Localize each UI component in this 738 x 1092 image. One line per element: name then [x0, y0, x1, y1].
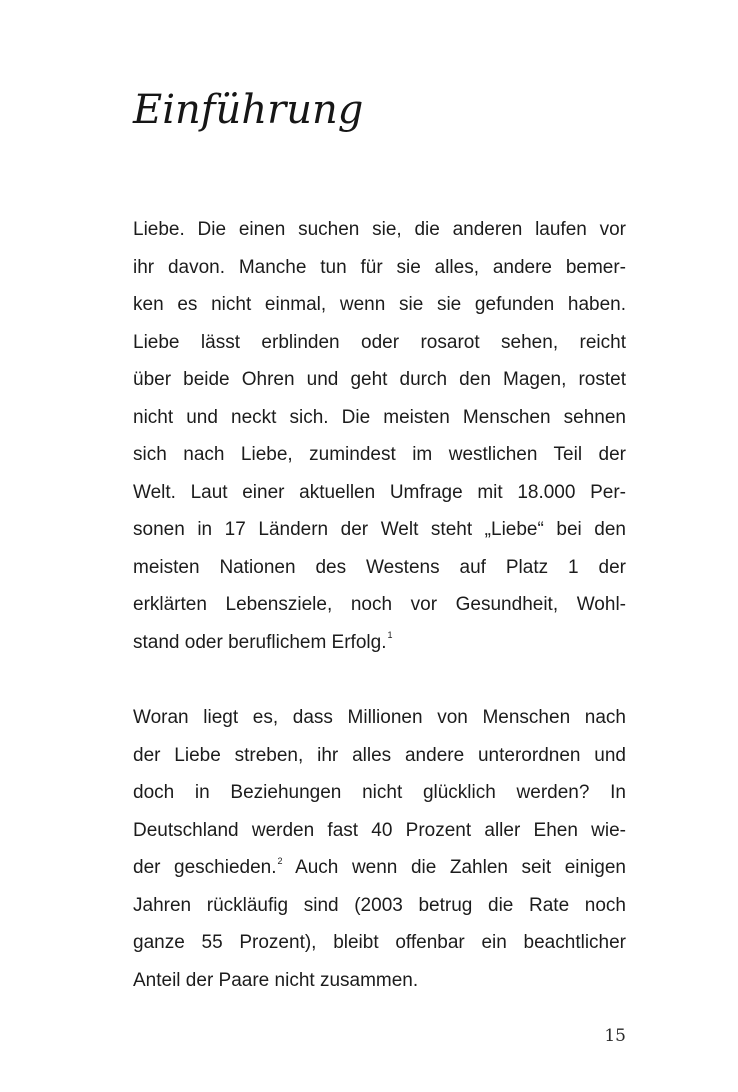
text-line: doch in Beziehungen nicht glücklich werden? In: [133, 782, 626, 803]
text-line-content: stand oder beruflichem Erfolg.: [133, 631, 387, 653]
text-line-continuation: Auch wenn die Zahlen seit einigen: [282, 857, 626, 878]
text-line: sich nach Liebe, zumindest im westlichen Teil der: [133, 444, 626, 465]
text-line: Welt. Laut einer aktuellen Umfrage mit 18.000 Per-: [133, 481, 626, 503]
page-number: 15: [604, 1026, 626, 1046]
text-line: [133, 624, 626, 662]
text-line: ihr davon. Manche tun für sie alles, andere bemer-: [133, 256, 626, 278]
text-line: erklärten Lebensziele, noch vor Gesundheit, Wohl-: [133, 594, 626, 615]
text-line: Woran liegt es, dass Millionen von Menschen nach: [133, 707, 626, 728]
text-line: [133, 849, 626, 887]
paragraph-1: [133, 211, 626, 661]
text-line: sonen in 17 Ländern der Welt steht „Liebe“ bei den: [133, 519, 626, 540]
text-line: Jahren rückläufig sind (2003 betrug die Rate noch: [133, 894, 626, 916]
footnote-reference: 2: [277, 855, 283, 866]
chapter-title: Einführung: [133, 87, 364, 133]
text-line: über beide Ohren und geht durch den Magen, rostet: [133, 369, 626, 390]
text-line: meisten Nationen des Westens auf Platz 1 der: [133, 556, 626, 578]
text-line: Liebe lässt erblinden oder rosarot sehen, reicht: [133, 331, 626, 353]
text-line: Deutschland werden fast 40 Prozent aller Ehen wie-: [133, 819, 626, 841]
text-line: der Liebe streben, ihr alles andere unterordnen und: [133, 744, 626, 766]
text-line-content: der geschieden.: [133, 857, 277, 878]
text-line: ganze 55 Prozent), bleibt offenbar ein beachtlicher: [133, 932, 626, 953]
text-line: nicht und neckt sich. Die meisten Menschen sehnen: [133, 406, 626, 428]
text-line: Liebe. Die einen suchen sie, die anderen laufen vor: [133, 219, 626, 240]
footnote-reference: 1: [387, 630, 393, 641]
text-line: Anteil der Paare nicht zusammen.: [133, 969, 419, 991]
text-line: ken es nicht einmal, wenn sie sie gefunden haben.: [133, 294, 626, 315]
paragraph-2: [133, 699, 626, 999]
